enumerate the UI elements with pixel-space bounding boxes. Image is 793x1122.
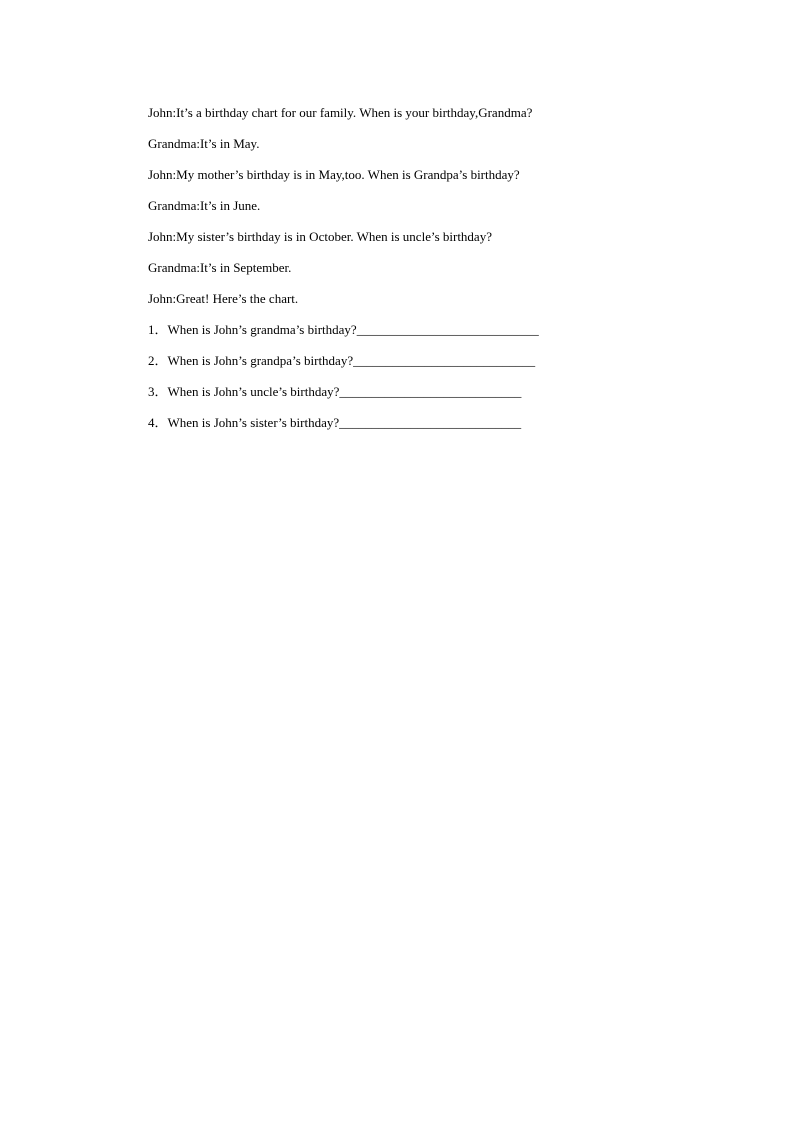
question-text: When is John’s grandpa’s birthday? [167, 353, 354, 368]
dialogue-line-1: John:It’s a birthday chart for our family. When is your birthday,Grandma? [148, 105, 533, 120]
document-content [148, 104, 648, 445]
dialogue-line-6: Grandma:It’s in September. [148, 260, 292, 275]
question-3 [148, 383, 648, 400]
answer-blank: ____________________________ [339, 415, 522, 430]
question-text: When is John’s sister’s birthday? [167, 415, 340, 430]
question-1 [148, 321, 648, 338]
question-2 [148, 352, 648, 369]
answer-blank: ____________________________ [339, 384, 522, 399]
answer-blank: ____________________________ [356, 322, 539, 337]
dialogue-line-3: John:My mother’s birthday is in May,too. When is Grandpa’s birthday? [148, 167, 520, 182]
question-number: 4． [148, 415, 168, 430]
dialogue-line-5: John:My sister’s birthday is in October. When is uncle’s birthday? [148, 229, 492, 244]
question-text: When is John’s uncle’s birthday? [167, 384, 340, 399]
question-number: 2． [148, 353, 168, 368]
dialogue-line-4: Grandma:It’s in June. [148, 198, 261, 213]
question-4 [148, 414, 648, 431]
question-number: 3． [148, 384, 168, 399]
question-number: 1． [148, 322, 168, 337]
question-text: When is John’s grandma’s birthday? [167, 322, 357, 337]
dialogue-line-2: Grandma:It’s in May. [148, 136, 260, 151]
dialogue-line-7: John:Great! Here’s the chart. [148, 291, 299, 306]
answer-blank: ____________________________ [353, 353, 536, 368]
